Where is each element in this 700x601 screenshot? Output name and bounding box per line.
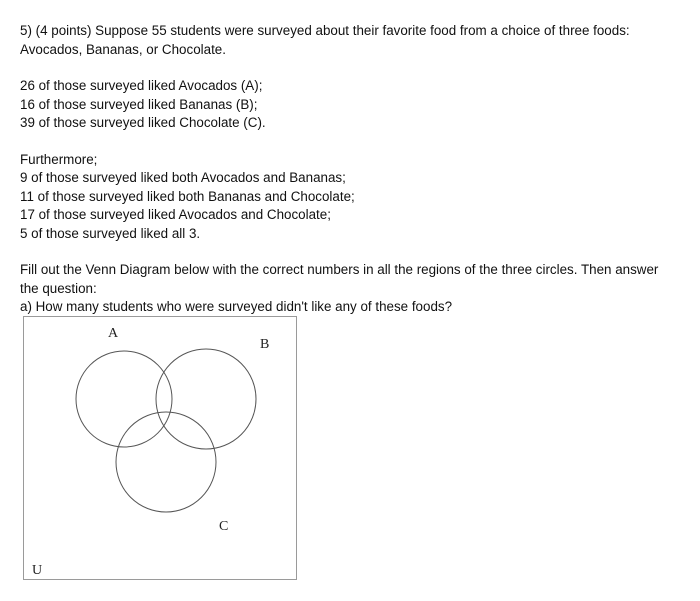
counts-list	[20, 77, 680, 133]
circle-b	[156, 349, 256, 449]
instructions-text: Fill out the Venn Diagram below with the correct numbers in all the regions of the three circles. Then answer the question:	[20, 262, 659, 296]
problem-text	[20, 22, 680, 317]
count-bananas: 16 of those surveyed liked Bananas (B);	[20, 96, 258, 112]
venn-svg	[24, 317, 296, 579]
count-avocados: 26 of those surveyed liked Avocados (A);	[20, 78, 263, 93]
label-b: B	[260, 337, 270, 352]
label-c: C	[219, 519, 229, 534]
overlaps-list	[20, 151, 680, 244]
overlap-a-c: 17 of those surveyed liked Avocados and Chocolate;	[20, 207, 331, 222]
venn-diagram	[23, 316, 297, 580]
problem-header-line-1: 5) (4 points) Suppose 55 students were surveyed about their favorite food from a choice of three foods:	[20, 23, 630, 38]
label-a: A	[108, 326, 119, 341]
overlap-b-c: 11 of those surveyed liked both Bananas and Chocolate;	[20, 188, 355, 204]
label-u: U	[32, 563, 43, 578]
instructions-block	[20, 261, 680, 317]
overlap-a-b: 9 of those surveyed liked both Avocados and Bananas;	[20, 170, 346, 185]
overlap-all: 5 of those surveyed liked all 3.	[20, 225, 201, 241]
count-chocolate: 39 of those surveyed liked Chocolate (C).	[20, 115, 266, 130]
question-a: a) How many students who were surveyed didn't like any of these foods?	[20, 299, 453, 314]
circle-a	[76, 351, 172, 447]
furthermore-label: Furthermore;	[20, 151, 98, 167]
problem-header	[20, 22, 680, 59]
problem-header-line-2: Avocados, Bananas, or Chocolate.	[20, 41, 226, 57]
circle-c	[116, 412, 216, 512]
